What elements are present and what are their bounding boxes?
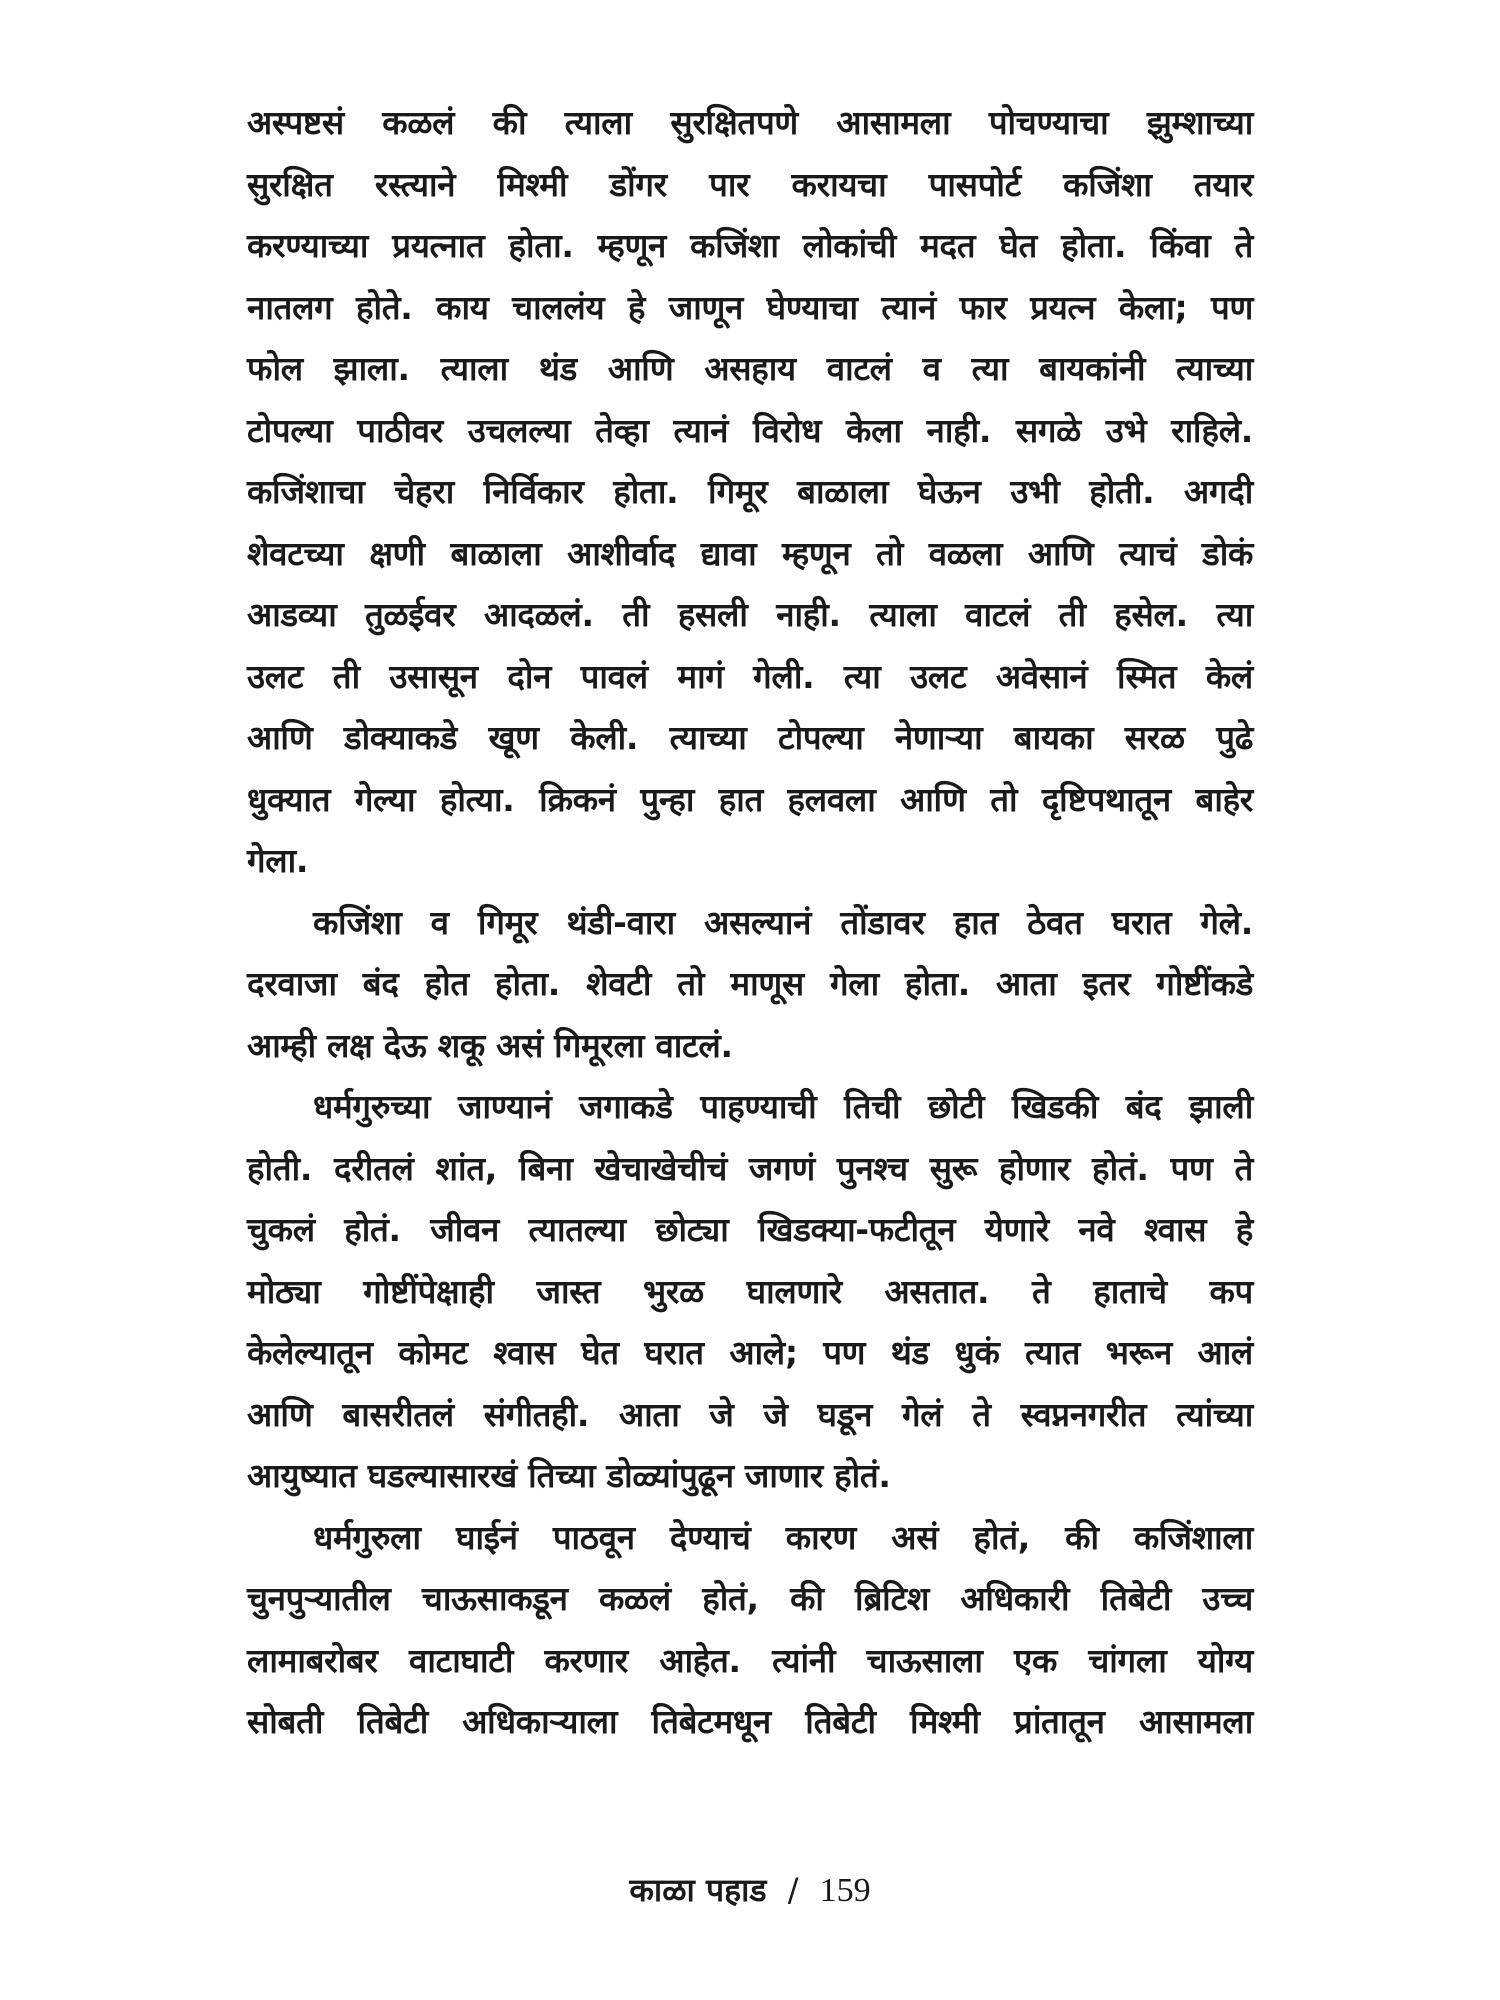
text-line: आडव्या तुळईवर आदळलं. ती हसली नाही. त्याला वाटलं ती हसेल. त्या xyxy=(247,595,1253,634)
text-line: अस्पष्टसं कळलं की त्याला सुरक्षितपणे आसामला पोचण्याचा झुम्शाच्या xyxy=(247,103,1253,142)
text-line: आयुष्यात घडल्यासारखं तिच्या डोळ्यांपुढून जाणार होतं. xyxy=(247,1456,891,1495)
text-line: करण्याच्या प्रयत्नात होता. म्हणून कजिंशा लोकांची मदत घेत होता. किंवा ते xyxy=(247,226,1253,265)
body-text xyxy=(247,92,1253,1753)
page-footer xyxy=(0,1868,1500,1911)
page-number: 159 xyxy=(819,1872,871,1909)
text-line: होती. दरीतलं शांत, बिना खेचाखेचीचं जगणं पुनश्च सुरू होणार होतं. पण ते xyxy=(247,1148,1253,1188)
text-line: सोबती तिबेटी अधिकाऱ्याला तिबेटमधून तिबेटी मिश्मी प्रांतातून आसामला xyxy=(247,1702,1253,1741)
text-line: मोठ्या गोष्टींपेक्षाही जास्त भुरळ घालणारे असतात. ते हाताचे कप xyxy=(247,1271,1253,1311)
text-line: केलेल्यातून कोमट श्वास घेत घरात आले; पण थंड धुकं त्यात भरून आलं xyxy=(247,1333,1253,1372)
footer-separator: / xyxy=(787,1871,799,1909)
text-line: सुरक्षित रस्त्याने मिश्मी डोंगर पार करायचा पासपोर्ट कजिंशा तयार xyxy=(247,164,1253,204)
text-line: आम्ही लक्ष देऊ शकू असं गिमूरला वाटलं. xyxy=(247,1025,733,1065)
text-line: उलट ती उसासून दोन पावलं मागं गेली. त्या उलट अवेसानं स्मित केलं xyxy=(247,656,1253,696)
text-line: चुकलं होतं. जीवन त्यातल्या छोट्या खिडक्या-फटीतून येणारे नवे श्वास हे xyxy=(247,1210,1253,1249)
text-line: टोपल्या पाठीवर उचलल्या तेव्हा त्यानं विरोध केला नाही. सगळे उभे राहिले. xyxy=(247,410,1253,450)
text-line: शेवटच्या क्षणी बाळाला आशीर्वाद द्यावा म्हणून तो वळला आणि त्याचं डोकं xyxy=(247,533,1253,573)
text-line: लामाबरोबर वाटाघाटी करणार आहेत. त्यांनी चाऊसाला एक चांगला योग्य xyxy=(247,1640,1253,1680)
text-line: धर्मगुरुच्या जाण्यानं जगाकडे पाहण्याची तिची छोटी खिडकी बंद झाली xyxy=(313,1087,1253,1126)
text-line: आणि डोक्याकडे खूण केली. त्याच्या टोपल्या नेणाऱ्या बायका सरळ पुढे xyxy=(247,718,1253,757)
text-line: कजिंशाचा चेहरा निर्विकार होता. गिमूर बाळाला घेऊन उभी होती. अगदी xyxy=(247,472,1253,511)
text-line: धर्मगुरुला घाईनं पाठवून देण्याचं कारण असं होतं, की कजिंशाला xyxy=(313,1517,1253,1557)
text-line: चुनपुऱ्यातील चाऊसाकडून कळलं होतं, की ब्रिटिश अधिकारी तिबेटी उच्च xyxy=(247,1579,1253,1618)
text-line: गेला. xyxy=(247,841,309,880)
text-line: फोल झाला. त्याला थंड आणि असहाय वाटलं व त्या बायकांनी त्याच्या xyxy=(247,349,1253,388)
text-line: दरवाजा बंद होत होता. शेवटी तो माणूस गेला होता. आता इतर गोष्टींकडे xyxy=(247,964,1253,1003)
text-line: कजिंशा व गिमूर थंडी-वारा असल्यानं तोंडावर हात ठेवत घरात गेले. xyxy=(313,902,1253,942)
text-line: धुक्यात गेल्या होत्या. क्रिकनं पुन्हा हात हलवला आणि तो दृष्टिपथातून बाहेर xyxy=(247,779,1253,819)
text-line: नातलग होते. काय चाललंय हे जाणून घेण्याचा त्यानं फार प्रयत्न केला; पण xyxy=(247,287,1253,327)
footer-book-title: काळा पहाड xyxy=(629,1871,767,1909)
text-line: आणि बासरीतलं संगीतही. आता जे जे घडून गेलं ते स्वप्ननगरीत त्यांच्या xyxy=(247,1394,1253,1434)
